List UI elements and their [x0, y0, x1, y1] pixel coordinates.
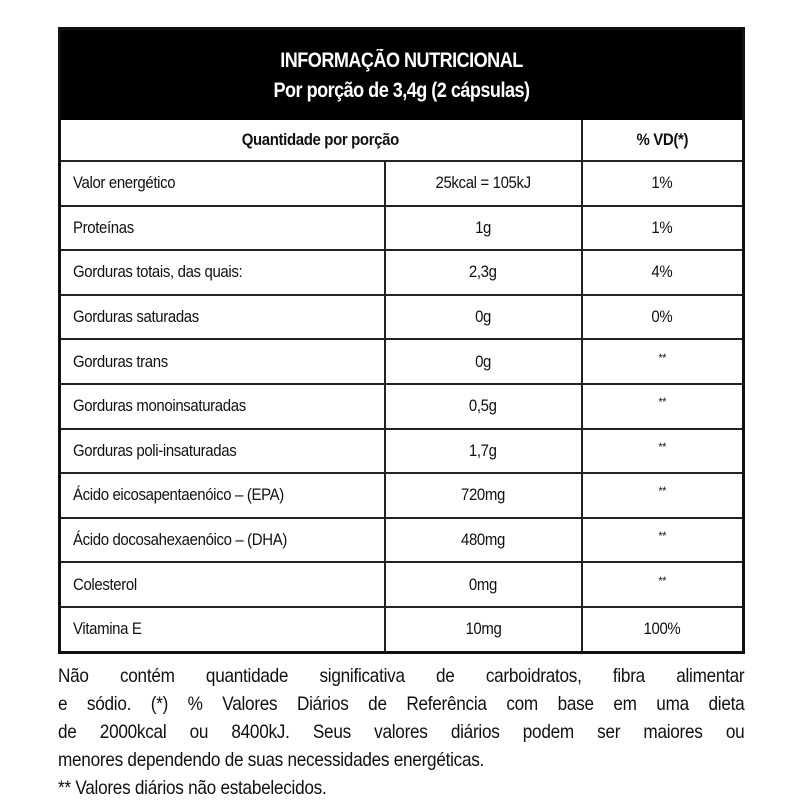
amount-value: 2,3g: [469, 262, 497, 282]
table-row: [60, 295, 744, 340]
footnote-text: [58, 662, 744, 802]
nutrient-dv: [582, 250, 744, 295]
nutrition-facts-label: [58, 27, 745, 802]
table-row: [60, 384, 744, 429]
quantity-header-label: Quantidade por porção: [242, 130, 400, 149]
table-title: [60, 29, 744, 120]
amount-value: 0g: [475, 351, 491, 371]
nutrient-dv: [582, 339, 744, 384]
nutrient-name: [60, 206, 385, 251]
nutrient-amount: [385, 250, 582, 295]
dv-value: **: [658, 439, 667, 454]
nutrient-amount: [385, 473, 582, 518]
nutrition-table: [58, 27, 745, 654]
nutrient-label: Gorduras poli-insaturadas: [73, 440, 237, 460]
dv-header-label: % VD(*): [636, 130, 689, 149]
amount-value: 720mg: [460, 485, 505, 505]
nutrient-amount: [385, 161, 582, 206]
nutrient-amount: [385, 562, 582, 607]
dv-column-header: [582, 119, 744, 161]
dv-value: **: [658, 573, 667, 588]
footnote-line: de 2000kcal ou 8400kJ. Seus valores diários podem ser maiores ou: [58, 720, 745, 743]
table-row: [60, 161, 744, 206]
title-text: INFORMAÇÃO NUTRICIONAL: [280, 48, 523, 72]
dv-value: 0%: [651, 307, 673, 327]
nutrient-name: [60, 161, 385, 206]
nutrient-amount: [385, 384, 582, 429]
nutrient-name: [60, 473, 385, 518]
nutrient-amount: [385, 295, 582, 340]
nutrient-label: Ácido docosahexaenóico – (DHA): [73, 530, 287, 550]
nutrient-dv: [582, 384, 744, 429]
amount-value: 0mg: [468, 574, 498, 594]
table-row: [60, 339, 744, 384]
dv-value: 100%: [643, 619, 681, 639]
amount-value: 480mg: [460, 530, 505, 550]
nutrient-label: Ácido eicosapentaenóico – (EPA): [73, 485, 284, 505]
table-row: [60, 518, 744, 563]
nutrient-name: [60, 295, 385, 340]
table-row: [60, 562, 744, 607]
nutrient-label: Valor energético: [73, 173, 176, 193]
amount-value: 0,5g: [469, 396, 497, 416]
nutrient-name: [60, 429, 385, 474]
nutrient-label: Colesterol: [73, 574, 137, 594]
nutrient-amount: [385, 518, 582, 563]
nutrient-dv: [582, 473, 744, 518]
dv-value: **: [658, 395, 667, 410]
nutrient-dv: [582, 295, 744, 340]
nutrient-dv: [582, 607, 744, 652]
footnote-line: Não contém quantidade significativa de carboidratos, fibra alimentar: [58, 664, 745, 687]
nutrient-amount: [385, 206, 582, 251]
nutrient-amount: [385, 339, 582, 384]
footnote-line: menores dependendo de suas necessidades energéticas.: [58, 748, 485, 771]
dv-value: 4%: [651, 262, 673, 282]
nutrient-name: [60, 518, 385, 563]
amount-value: 25kcal = 105kJ: [435, 173, 531, 193]
serving-size-text: Por porção de 3,4g (2 cápsulas): [273, 79, 530, 102]
title-row: [60, 29, 744, 120]
nutrient-label: Gorduras saturadas: [73, 307, 199, 327]
amount-value: 10mg: [464, 619, 502, 639]
nutrient-dv: [582, 161, 744, 206]
footnote-line: e sódio. (*) % Valores Diários de Referência com base em uma dieta: [58, 692, 745, 715]
nutrient-name: [60, 562, 385, 607]
nutrient-amount: [385, 607, 582, 652]
nutrient-dv: [582, 206, 744, 251]
dv-value: **: [658, 529, 667, 544]
amount-value: 1,7g: [469, 440, 497, 460]
footnote: [58, 662, 744, 802]
nutrient-label: Gorduras totais, das quais:: [73, 262, 243, 282]
amount-value: 1g: [475, 217, 491, 237]
dv-value: **: [658, 350, 667, 365]
column-header-row: [60, 119, 744, 161]
nutrient-label: Gorduras trans: [73, 351, 168, 371]
table-row: [60, 429, 744, 474]
nutrient-dv: [582, 562, 744, 607]
nutrient-name: [60, 607, 385, 652]
nutrient-label: Vitamina E: [73, 619, 142, 639]
amount-value: 0g: [475, 307, 491, 327]
dv-value: 1%: [651, 173, 673, 193]
nutrient-name: [60, 250, 385, 295]
table-row: [60, 250, 744, 295]
nutrient-amount: [385, 429, 582, 474]
nutrient-dv: [582, 518, 744, 563]
dv-value: 1%: [651, 217, 673, 237]
nutrient-label: Gorduras monoinsaturadas: [73, 396, 246, 416]
nutrient-name: [60, 339, 385, 384]
nutrient-name: [60, 384, 385, 429]
quantity-column-header: [60, 119, 582, 161]
dv-value: **: [658, 484, 667, 499]
table-row: [60, 206, 744, 251]
nutrient-label: Proteínas: [73, 217, 134, 237]
table-row: [60, 473, 744, 518]
footnote-line: ** Valores diários não estabelecidos.: [58, 776, 327, 799]
table-row: [60, 607, 744, 652]
nutrient-dv: [582, 429, 744, 474]
